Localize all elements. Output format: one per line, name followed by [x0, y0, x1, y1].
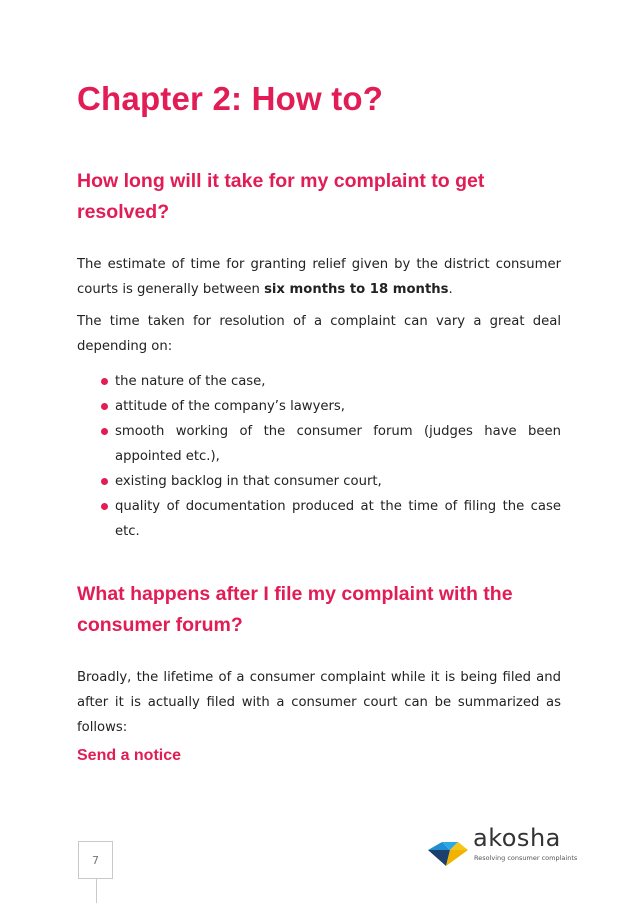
page-number-rule [96, 879, 97, 903]
list-item-text: quality of documentation produced at the time of filing the case etc. [115, 499, 561, 539]
paragraph-depends: The time taken for resolution of a complaint can vary a great deal depending on: [77, 314, 561, 354]
factors-list [77, 369, 561, 544]
section-heading-after-filing: What happens after I file my complaint with the consumer forum? [77, 583, 513, 636]
list-item [77, 369, 561, 394]
bullet-icon [101, 428, 108, 435]
paragraph-estimate-bold: six months to 18 months [264, 282, 449, 297]
list-item-text: attitude of the company’s lawyers, [115, 399, 345, 414]
subheading-send-notice: Send a notice [77, 747, 182, 764]
logo-wordmark: akosha [473, 824, 561, 852]
list-item [77, 394, 561, 419]
akosha-logo [428, 824, 578, 870]
bullet-icon [101, 478, 108, 485]
logo-tagline: Resolving consumer complaints [474, 854, 578, 862]
page-number-box [78, 841, 113, 879]
page-number: 7 [92, 854, 99, 867]
diamond-logo-icon [428, 832, 472, 868]
list-item-text: existing backlog in that consumer court, [115, 474, 382, 489]
paragraph-estimate-end: . [448, 282, 453, 297]
list-item [77, 469, 561, 494]
chapter-title: Chapter 2: How to? [77, 80, 384, 117]
list-item [77, 494, 561, 544]
paragraph-estimate [77, 252, 561, 302]
paragraph-lifetime: Broadly, the lifetime of a consumer complaint while it is being filed and after it is actually filed with a consumer court can be summarized as follows: [77, 670, 561, 735]
bullet-icon [101, 378, 108, 385]
paragraph-estimate-text: The estimate of time for granting relief given by the district consumer courts is generally between [77, 257, 561, 297]
bullet-icon [101, 403, 108, 410]
list-item-text: smooth working of the consumer forum (judges have been appointed etc.), [115, 424, 561, 464]
section-heading-resolution-time: How long will it take for my complaint to get resolved? [77, 170, 485, 223]
list-item-text: the nature of the case, [115, 374, 266, 389]
bullet-icon [101, 503, 108, 510]
list-item [77, 419, 561, 469]
